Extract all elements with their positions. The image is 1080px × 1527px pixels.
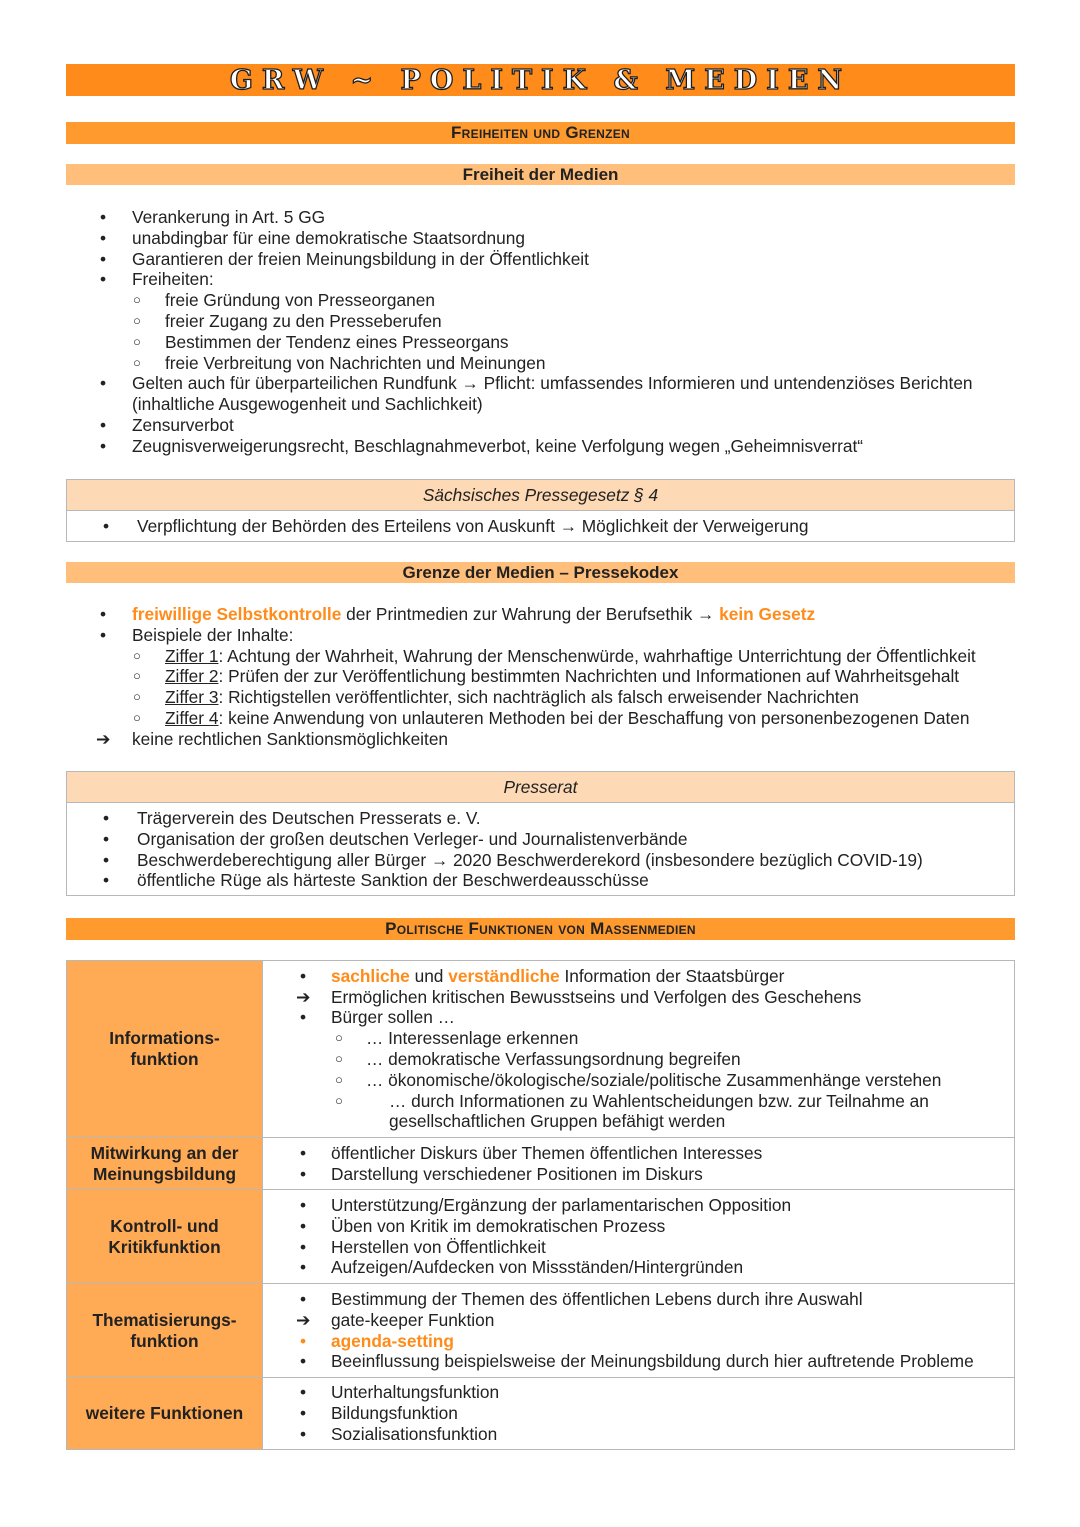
sub-list-item: ○ Ziffer 2: Prüfen der zur Veröffentlichung bestimmten Nachrichten und Informationen auf Wahrheitsgehalt	[133, 666, 960, 687]
list-item: • Trägerverein des Deutschen Presserats e. V.	[103, 808, 481, 828]
list-item: • Beeinflussung beispielsweise der Meinungsbildung durch hier auftretende Probleme	[300, 1351, 974, 1372]
bullet-dot-icon: •	[100, 227, 107, 248]
list-item: • Garantieren der freien Meinungsbildung in der Öffentlichkeit	[100, 248, 589, 269]
circle-bullet-icon: ○	[133, 668, 141, 684]
sub-list-item: ○ Ziffer 3: Richtigstellen veröffentlichter, sich nachträglich als falsch erweisender Nachrichten	[133, 687, 859, 708]
subheading-freiheit-der-medien: Freiheit der Medien	[66, 164, 1015, 185]
bullet-dot-icon: •	[100, 269, 107, 290]
freiheit-list	[66, 207, 1026, 457]
circle-bullet-icon: ○	[133, 354, 141, 370]
circle-bullet-icon: ○	[335, 1092, 343, 1108]
row-label-thematisierungsfunktion: Thematisierungs-funktion	[67, 1284, 263, 1378]
row-content	[263, 1284, 1015, 1378]
pressegesetz-heading: Sächsisches Pressegesetz § 4	[67, 480, 1014, 511]
list-item: • Zeugnisverweigerungsrecht, Beschlagnahmeverbot, keine Verfolgung wegen „Geheimnisverrat“	[100, 435, 864, 456]
sub-list-item: ○ … ökonomische/ökologische/soziale/politische Zusammenhänge verstehen	[335, 1069, 942, 1090]
circle-bullet-icon: ○	[133, 709, 141, 725]
bullet-dot-icon: •	[103, 828, 110, 849]
presserat-box	[66, 771, 1015, 896]
pressegesetz-box	[66, 479, 1015, 542]
sub-list-item: ○ Bestimmen der Tendenz eines Presseorgans	[133, 331, 509, 352]
title-bar	[66, 64, 1015, 96]
bullet-dot-icon: •	[300, 1423, 307, 1444]
table-row	[67, 1378, 1015, 1450]
bullet-dot-icon: •	[103, 808, 110, 828]
table-row	[67, 1190, 1015, 1284]
sub-list-item: ○ … durch Informationen zu Wahlentscheidungen bzw. zur Teilnahme an gesellschaftlichen Gruppen befähigt werden	[335, 1090, 929, 1132]
list-item: • Beschwerdeberechtigung aller Bürger → 2020 Beschwerderekord (insbesondere bezüglich COVID-19)	[103, 849, 923, 870]
bullet-dot-icon: •	[100, 414, 107, 435]
row-content	[263, 1378, 1015, 1450]
list-item: • Zensurverbot	[100, 414, 234, 435]
sub-list-item: ○ Ziffer 1: Achtung der Wahrheit, Wahrung der Menschenwürde, wahrhaftige Unterrichtung der Öffentlichkeit	[133, 645, 976, 666]
list-item: • öffentlicher Diskurs über Themen öffentlichen Interesses	[300, 1142, 763, 1163]
arrow-right-icon: ➔	[296, 1309, 311, 1330]
list-item: • sachliche und verständliche Information der Staatsbürger	[300, 965, 785, 986]
list-item: • Beispiele der Inhalte:	[100, 624, 294, 645]
arrow-right-icon: ➔	[296, 986, 311, 1007]
list-item: • Bildungsfunktion	[300, 1403, 458, 1424]
bullet-dot-icon: •	[300, 1236, 307, 1257]
bullet-dot-icon: •	[300, 1142, 307, 1163]
sub-list-item: ○ Ziffer 4: keine Anwendung von unlauteren Methoden bei der Beschaffung von personenbezogenen Daten	[133, 707, 970, 728]
bullet-dot-icon: •	[300, 1288, 307, 1309]
bullet-dot-icon: •	[300, 1351, 307, 1372]
functions-table	[66, 960, 1015, 1450]
presserat-heading: Presserat	[67, 772, 1014, 803]
bullet-dot-icon: •	[300, 965, 307, 986]
sub-list-item: ○ … demokratische Verfassungsordnung begreifen	[335, 1049, 741, 1069]
row-content	[263, 1138, 1015, 1190]
section-heading-politische-funktionen: Politische Funktionen von Massenmedien	[66, 918, 1015, 940]
list-item: • Sozialisationsfunktion	[300, 1423, 498, 1444]
bullet-dot-icon: •	[300, 1163, 307, 1184]
list-item: • agenda-setting	[300, 1330, 454, 1351]
bullet-dot-icon: •	[100, 373, 107, 394]
sub-list-item: ○ freier Zugang zu den Presseberufen	[133, 310, 442, 331]
list-item: • Bestimmung der Themen des öffentlichen Lebens durch ihre Auswahl	[300, 1288, 863, 1309]
list-item: ➔ keine rechtlichen Sanktionsmöglichkeiten	[96, 728, 449, 749]
row-content	[263, 1190, 1015, 1284]
circle-bullet-icon: ○	[133, 647, 141, 663]
bullet-dot-icon: •	[300, 1382, 307, 1403]
row-label-informationsfunktion: Informations-funktion	[67, 961, 263, 1138]
sub-list-item: ○ … Interessenlage erkennen	[335, 1028, 579, 1049]
circle-bullet-icon: ○	[335, 1051, 343, 1066]
list-item: • Üben von Kritik im demokratischen Prozess	[300, 1215, 666, 1236]
bullet-dot-icon: •	[100, 207, 107, 227]
page-title: GRW ~ POLITIK & MEDIEN	[229, 64, 852, 96]
row-label-mitwirkung: Mitwirkung an der Meinungsbildung	[67, 1138, 263, 1190]
list-item: • Gelten auch für überparteilichen Rundfunk → Pflicht: umfassendes Informieren und untendenziöses Berichten (inhaltliche Ausgewogenheit und Sachlichkeit)	[100, 373, 973, 415]
circle-bullet-icon: ○	[335, 1071, 343, 1087]
list-item: • Unterstützung/Ergänzung der parlamentarischen Opposition	[300, 1194, 792, 1215]
list-item: • Organisation der großen deutschen Verleger- und Journalistenverbände	[103, 828, 688, 849]
section-heading-freiheiten: Freiheiten und Grenzen	[66, 122, 1015, 144]
bullet-dot-icon: •	[100, 624, 107, 645]
sub-list-item: ○ freie Gründung von Presseorganen	[133, 290, 435, 311]
bullet-dot-icon: •	[300, 1403, 307, 1424]
subheading-grenze-der-medien: Grenze der Medien – Pressekodex	[66, 562, 1015, 583]
table-row	[67, 1138, 1015, 1190]
sub-list-item: ○ freie Verbreitung von Nachrichten und Meinungen	[133, 352, 546, 373]
grenze-list	[66, 604, 1026, 750]
row-label-kontrollfunktion: Kontroll- und Kritikfunktion	[67, 1190, 263, 1284]
list-item: • Unterhaltungsfunktion	[300, 1382, 500, 1403]
circle-bullet-icon: ○	[133, 689, 141, 705]
bullet-dot-icon: •	[300, 1215, 307, 1236]
list-item: ➔ Ermöglichen kritischen Bewusstseins und Verfolgen des Geschehens	[296, 986, 862, 1007]
row-content	[263, 961, 1015, 1138]
list-item: ➔ gate-keeper Funktion	[296, 1309, 495, 1330]
bullet-dot-icon: •	[103, 849, 110, 870]
table-row	[67, 1284, 1015, 1378]
bullet-dot-icon: •	[300, 1257, 307, 1278]
list-item: • Freiheiten:	[100, 269, 214, 290]
list-item: • Verankerung in Art. 5 GG	[100, 207, 326, 227]
bullet-dot-icon: •	[300, 1330, 307, 1351]
circle-bullet-icon: ○	[335, 1030, 343, 1046]
bullet-dot-icon: •	[100, 435, 107, 456]
circle-bullet-icon: ○	[133, 333, 141, 349]
row-label-weitere-funktionen: weitere Funktionen	[67, 1378, 263, 1450]
circle-bullet-icon: ○	[133, 292, 141, 308]
arrow-right-icon: ➔	[96, 728, 111, 749]
bullet-dot-icon: •	[100, 604, 107, 624]
list-item: • Bürger sollen …	[300, 1007, 455, 1028]
bullet-dot-icon: •	[103, 516, 110, 536]
bullet-dot-icon: •	[300, 1007, 307, 1028]
circle-bullet-icon: ○	[133, 312, 141, 328]
list-item: • Herstellen von Öffentlichkeit	[300, 1236, 546, 1257]
list-item: • freiwillige Selbstkontrolle der Printmedien zur Wahrung der Berufsethik → kein Gesetz	[100, 604, 816, 624]
list-item: • Verpflichtung der Behörden des Erteilens von Auskunft → Möglichkeit der Verweigerung	[103, 516, 809, 536]
list-item: • unabdingbar für eine demokratische Staatsordnung	[100, 227, 525, 248]
bullet-dot-icon: •	[100, 248, 107, 269]
bullet-dot-icon: •	[300, 1194, 307, 1215]
list-item: • Aufzeigen/Aufdecken von Missständen/Hintergründen	[300, 1257, 744, 1278]
list-item: • öffentliche Rüge als härteste Sanktion der Beschwerdeausschüsse	[103, 870, 649, 891]
table-row	[67, 961, 1015, 1138]
bullet-dot-icon: •	[103, 870, 110, 891]
list-item: • Darstellung verschiedener Positionen im Diskurs	[300, 1163, 703, 1184]
